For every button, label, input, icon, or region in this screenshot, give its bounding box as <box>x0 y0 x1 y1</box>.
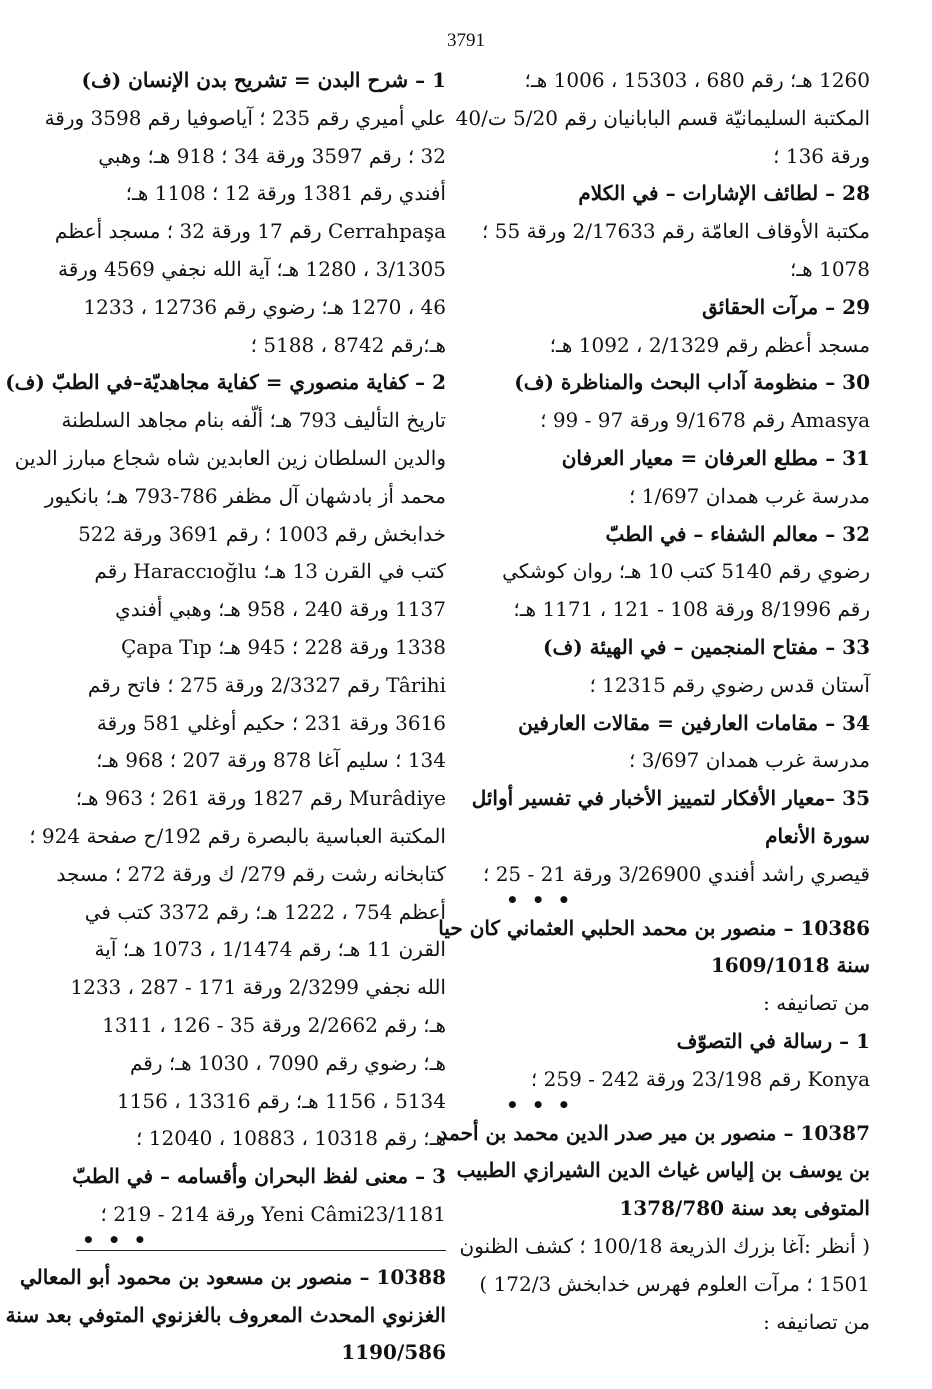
right-column-text-line: 1260 هـ؛ رقم 680 ، 15303 ، 1006 هـ؛ <box>524 68 870 92</box>
right-column-text-line: 1078 هـ؛ <box>789 256 870 281</box>
right-column-separator-dots: • • • <box>506 887 574 912</box>
left-column-text-line: Murâdiye رقم 1827 ورقة 261 ؛ 963 هـ؛ <box>75 786 446 811</box>
left-column-separator-dots: • • • <box>82 1227 150 1252</box>
left-column-text-line: 46 ، 1270 هـ؛ رضوي رقم 12736 ، 1233 <box>83 294 446 319</box>
left-column-text-line: الله نجفي 2/3299 ورقة 171 - 287 ، 1233 <box>70 975 446 1000</box>
right-column-text-line: Konya رقم 23/198 ورقة 242 - 259 ؛ <box>530 1066 870 1091</box>
right-column-text-line: 1501 ؛ مرآت العلوم فهرس خدابخش 172/3 ) <box>479 1271 870 1296</box>
right-column-heading-line: 10386 – منصور بن محمد الحلبي العثماني كان حيا <box>438 915 870 940</box>
right-column-heading-line: المتوفى بعد سنة 1378/780 <box>619 1196 870 1221</box>
left-column-heading-line: 1190/586 <box>341 1340 446 1365</box>
right-column <box>438 62 870 1341</box>
right-column-heading-line: 34 – مقامات العارفين = مقالات العارفين <box>518 710 870 735</box>
right-column-text-line: ( أنظر :آغا بزرك الذريعة 100/18 ؛ كشف الظنون <box>459 1233 870 1258</box>
right-column-text-line: قيصري راشد أفندي 3/26900 ورقة 21 - 25 ؛ <box>482 861 870 886</box>
page-number: 3791 <box>447 30 485 51</box>
right-column-heading-line: 10387 – منصور بن مير صدر الدين محمد بن أحمد <box>438 1120 870 1145</box>
left-column-text-line: 3616 ورقة 231 ؛ حكيم أوغلي 581 ورقة <box>96 710 446 735</box>
right-column-text-line: مدرسة غرب همدان 1/697 ؛ <box>629 483 870 508</box>
right-column-text-line: مدرسة غرب همدان 3/697 ؛ <box>629 748 870 773</box>
right-column-text-line: آستان قدس رضوي رقم 12315 ؛ <box>589 672 870 697</box>
left-column-text-line: محمد أز بادشهان آل مظفر 786-793 هـ؛ بانكيور <box>44 483 446 508</box>
left-column-text-line: 32 ؛ رقم 3597 ورقة 34 ؛ 918 هـ؛ وهبي <box>98 143 446 168</box>
right-column-heading-line: 31 – مطلع العرفان = معيار العرفان <box>561 445 870 470</box>
left-column <box>5 62 446 1372</box>
left-column-text-line: 1137 ورقة 240 ، 958 هـ؛ وهبي أفندي <box>115 597 446 622</box>
left-column-text-line: هـ؛رقم 8742 ، 5188 ؛ <box>250 332 446 357</box>
left-column-text-line: أفندي رقم 1381 ورقة 12 ؛ 1108 هـ؛ <box>125 181 446 206</box>
right-column-text-line: رضوي رقم 5140 كتب 10 هـ؛ روان كوشكي <box>502 559 870 584</box>
right-column-text-line: مكتبة الأوقاف العامّة رقم 2/17633 ورقة 55 ؛ <box>482 219 870 244</box>
right-column-heading-line: 35 –معيار الأفكار لتمييز الأخبار في تفسير أوائل <box>471 786 870 811</box>
left-column-text-line: علي أميري رقم 235 ؛ آياصوفيا رقم 3598 ورقة <box>44 105 446 130</box>
left-column-text-line: هـ؛ رقم 2/2662 ورقة 35 - 126 ، 1311 <box>102 1012 446 1037</box>
left-column-text-line: كتابخانه رشت رقم 279/ ك ورقة 272 ؛ مسجد <box>56 861 446 886</box>
left-column-text-line: 1338 ورقة 228 ؛ 945 هـ؛ Çapa Tıp <box>120 634 446 659</box>
left-column-text-line: هـ؛ رضوي رقم 7090 ، 1030 هـ؛ رقم <box>130 1050 446 1075</box>
left-column-text-line: Yeni Câmi23/1181 ورقة 214 - 219 ؛ <box>100 1201 446 1226</box>
left-column-text-line: المكتبة العباسية بالبصرة رقم 192/ح صفحة 924 ؛ <box>29 823 446 848</box>
left-column-heading-line: 1 – شرح البدن = تشريح بدن الإنسان (ف) <box>81 68 446 92</box>
left-column-text-line: القرن 11 هـ؛ رقم 1/1474 ، 1073 هـ؛ آية <box>94 937 446 962</box>
right-column-text-line: رقم 8/1996 ورقة 108 - 121 ، 1171 هـ؛ <box>513 597 870 622</box>
right-column-separator-dots: • • • <box>506 1092 574 1117</box>
right-column-heading-line: 1 – رسالة في التصوّف <box>676 1028 870 1053</box>
right-column-heading-line: سنة 1609/1018 <box>710 953 870 978</box>
left-column-text-line: 5134 ، 1156 هـ؛ رقم 13316 ، 1156 <box>116 1088 446 1113</box>
right-column-text-line: من تصانيفه : <box>763 991 870 1016</box>
left-column-text-line: Cerrahpaşa رقم 17 ورقة 32 ؛ مسجد أعظم <box>54 219 446 244</box>
left-column-heading-line: 2 – كفاية منصوري = كفاية مجاهديّة–في الطبّ (ف) <box>5 370 446 395</box>
left-column-text-line: خدابخش رقم 1003 ؛ رقم 3691 ورقة 522 <box>78 521 446 546</box>
left-column-text-line: والدين السلطان زين العابدين شاه شجاع مبارز الدين <box>14 445 446 470</box>
right-column-text-line: Amasya رقم 9/1678 ورقة 97 - 99 ؛ <box>540 408 870 433</box>
left-column-text-line: 134 ؛ سليم آغا 878 ورقة 207 ؛ 968 هـ؛ <box>96 748 446 773</box>
left-column-heading-line: 10388 – منصور بن مسعود بن محمود أبو المعالي <box>20 1264 446 1289</box>
right-column-text-line: مسجد أعظم رقم 2/1329 ، 1092 هـ؛ <box>549 332 870 357</box>
left-column-text-line: كتب في القرن 13 هـ؛ Haraccıoğlu رقم <box>94 559 446 584</box>
right-column-text-line: المكتبة السليمانيّة قسم البابانيان رقم 5/20 ت/40 <box>455 105 870 130</box>
left-column-heading-line: الغزنوي المحدث المعروف بالغزنوي المتوفي بعد سنة <box>5 1302 446 1327</box>
right-column-heading-line: 33 – مفتاح المنجمين – في الهيئة (ف) <box>543 634 870 659</box>
right-column-heading-line: بن يوسف بن إلياس غياث الدين الشيرازي الطبيب <box>456 1158 870 1183</box>
right-column-heading-line: 28 – لطائف الإشارات – في الكلام <box>578 181 870 206</box>
right-column-heading-line: سورة الأنعام <box>765 823 870 848</box>
left-column-text-line: تاريخ التأليف 793 هـ؛ ألّفه بنام مجاهد السلطنة <box>61 408 446 433</box>
left-column-heading-line: 3 – معنى لفظ البحران وأقسامه – في الطبّ <box>72 1164 446 1189</box>
right-column-heading-line: 29 – مرآت الحقائق <box>702 294 870 319</box>
left-column-text-line: 3/1305 ، 1280 هـ؛ آية الله نجفي 4569 ورقة <box>58 256 446 281</box>
left-column-text-line: أعظم 754 ، 1222 هـ؛ رقم 3372 كتب في <box>84 899 446 924</box>
right-column-text-line: ورقة 136 ؛ <box>773 143 870 168</box>
right-column-heading-line: 32 – معالم الشفاء – في الطبّ <box>605 521 870 546</box>
right-column-heading-line: 30 – منظومة آداب البحث والمناظرة (ف) <box>514 370 870 395</box>
right-column-text-line: من تصانيفه : <box>763 1309 870 1334</box>
left-column-text-line: Târihi رقم 2/3327 ورقة 275 ؛ فاتح رقم <box>87 672 446 697</box>
left-column-text-line: هـ؛ رقم 10318 ، 10883 ، 12040 ؛ <box>136 1126 446 1151</box>
